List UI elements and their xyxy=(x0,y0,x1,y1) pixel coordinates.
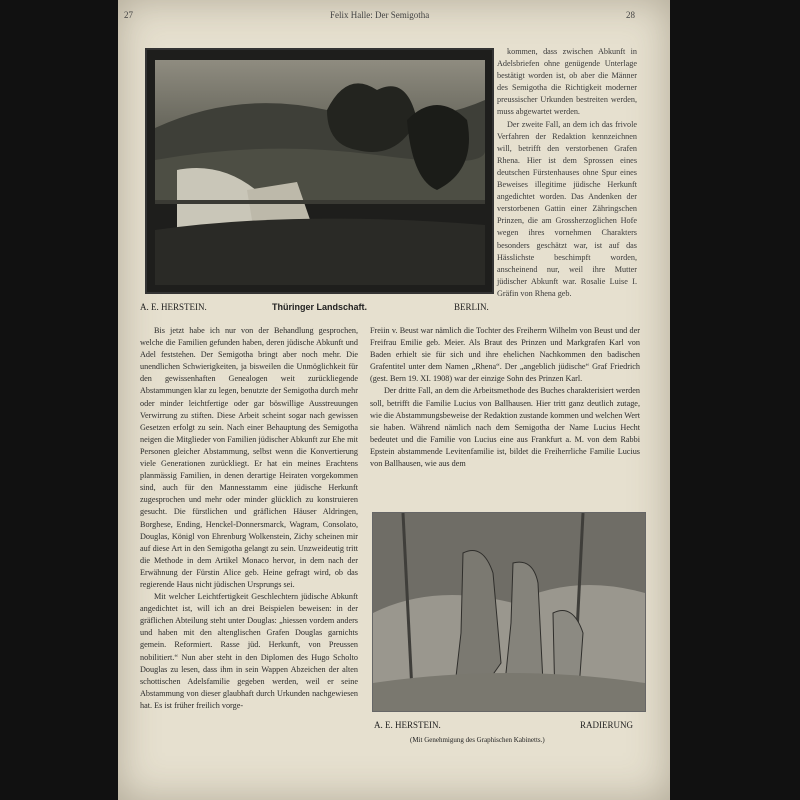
paragraph: kommen, dass zwischen Abkunft in Adelsbriefen ohne genügende Unterlage bestätigt worden ist, ob aber die Männer des Semigotha die Richtigkeit moderner preussischer Urkunden bestreiten werden, muss abgewartet werden. xyxy=(497,47,637,117)
paragraph: Mit welcher Leichtfertigkeit Geschlechtern jüdische Abkunft angedichtet ist, will ich an drei Beispielen beweisen: in der gräflichen Abteilung steht unter Douglas: „hiessen vordem anders und haben mit den altenglischen Grafen Douglas garnichts gemein. Reformiert. Rasse jüd. Herkunft, von Preussen nobilitiert.“ Nun aber steht in den Diplomen des Hugo Scholto Douglas zu lesen, dass ihm in sein Wappen Abzeichen der alten schottischen Adelsfamilie gegeben werden, weil er seine Abstammung von dieser glaubhaft durch Urkunden nachgewiesen hat. Es ist früher freilich vorge- xyxy=(140,592,358,710)
figure1-title: Thüringer Landschaft. xyxy=(272,302,368,312)
paragraph: Der zweite Fall, an dem ich das frivole Verfahren der Redaktion kennzeichnen will, betrifft den verstorbenen Grafen Rhena. Hier ist dem Sprossen eines deutschen Fürstenhauses ohne Spur eines Beweises illegitime jüdische Herkunft angedichtet worden. Das Andenken der verstorbenen Gattin einer Zähringschen Prinzen, die am Grossherzoglichen Hofe wegen ihres vornehmen Charakters besonders geschätzt war, ist auf das Hässlichste beschimpft worden, anscheinend nur, weil ihre Mutter jüdischer Abkunft war. Rosalie Luise I. Gräfin von Rhena geb. xyxy=(497,119,637,298)
etching-image xyxy=(372,512,646,712)
figure1-artist: A. E. HERSTEIN. xyxy=(140,302,207,312)
figure2-artist: A. E. HERSTEIN. xyxy=(374,720,441,730)
running-title: Felix Halle: Der Semigotha xyxy=(330,10,430,20)
right-column-mid xyxy=(370,325,640,470)
figure2-credit: (Mit Genehmigung des Graphischen Kabinetts.) xyxy=(410,736,545,744)
left-page-number: 27 xyxy=(124,10,133,20)
figure1-location: BERLIN. xyxy=(454,302,489,312)
landscape-painting xyxy=(145,48,494,294)
right-column-top xyxy=(497,46,637,300)
paragraph: Freiin v. Beust war nämlich die Tochter des Freiherrn Wilhelm von Beust und der Freifrau Emilie geb. Meier. Als Braut des Prinzen und Markgrafen Karl von Baden erhielt sie für sich und ihre ehelichen Nachkommen den badischen Grafentitel unter dem Namen „Rhena“. Der „angeblich jüdische“ Graf Friedrich (gest. Bern 19. XI. 1908) war der einzige Sohn des Prinzen Karl. xyxy=(370,326,640,384)
figure2-type: RADIERUNG xyxy=(580,720,633,730)
paragraph: Bis jetzt habe ich nur von der Behandlung gesprochen, welche die Familien gefunden haben, deren jüdische Abkunft und Adel feststehen. Der Semigotha bringt aber noch mehr. Die unendlichen Schwierigkeiten, ja bisweilen die Unmöglichkeit für den gewissenhaften Genealogen weit zurückliegende Abstammungen klar zu legen, benutzte der Semigotha durch mehr oder minder leichtfertige oder gar böswillige Ausstreuungen Verwirrung zu stiften. Diese Arbeit scheint sogar nach gewissen Gesetzen erfolgt zu sein. Nach einer Behauptung des Semigotha neigen die Mitglieder von Familien jüdischer Abkunft zur Ehe mit Personen gleicher Abstammung, selbst wenn die Konvertierung viele Generationen zurückliegt. Er hat ein meines Erachtens planmässig Familien, in denen derartige Heiraten vorgekommen sind, auch für den Mannesstamm eine jüdische Herkunft zugesprochen und mehr oder minder glücklich zu konstruieren gesucht. Die fürstlichen und gräflichen Häuser Aldringen, Borghese, Ending, Henckel-Donnersmarck, Wagram, Consolato, Douglas, Königl von Ehrenburg Wolkenstein, Zichy scheinen mir auf diese Art in den Semigotha gelangt zu sein. Unzweideutig tritt die Methode in dem Artikel Monaco hervor, in dem nach der Erwähnung der Fürstin Alice geb. Heine gefragt wird, ob das regierende Haus nicht jüdischen Ursprungs sei. xyxy=(140,326,358,589)
right-page-number: 28 xyxy=(626,10,635,20)
paragraph: Der dritte Fall, an dem die Arbeitsmethode des Buches charakterisiert werden soll, betrifft die Familie Lucius von Ballhausen. Hier tritt ganz deutlich zutage, wie die Abstammungsbeweise der Redaktion zustande kommen und welchen Wert sie haben. Während nämlich nach dem Semigotha der Name Lucius Hecht bedeutet und die Familie von Lucius eine aus Frankfurt a. M. von dem Rabbi Epstein abstammende Levitenfamilie ist, bildet die Freiherrliche Familie Lucius von Ballhausen, wie aus dem xyxy=(370,386,640,469)
left-column xyxy=(140,325,358,712)
